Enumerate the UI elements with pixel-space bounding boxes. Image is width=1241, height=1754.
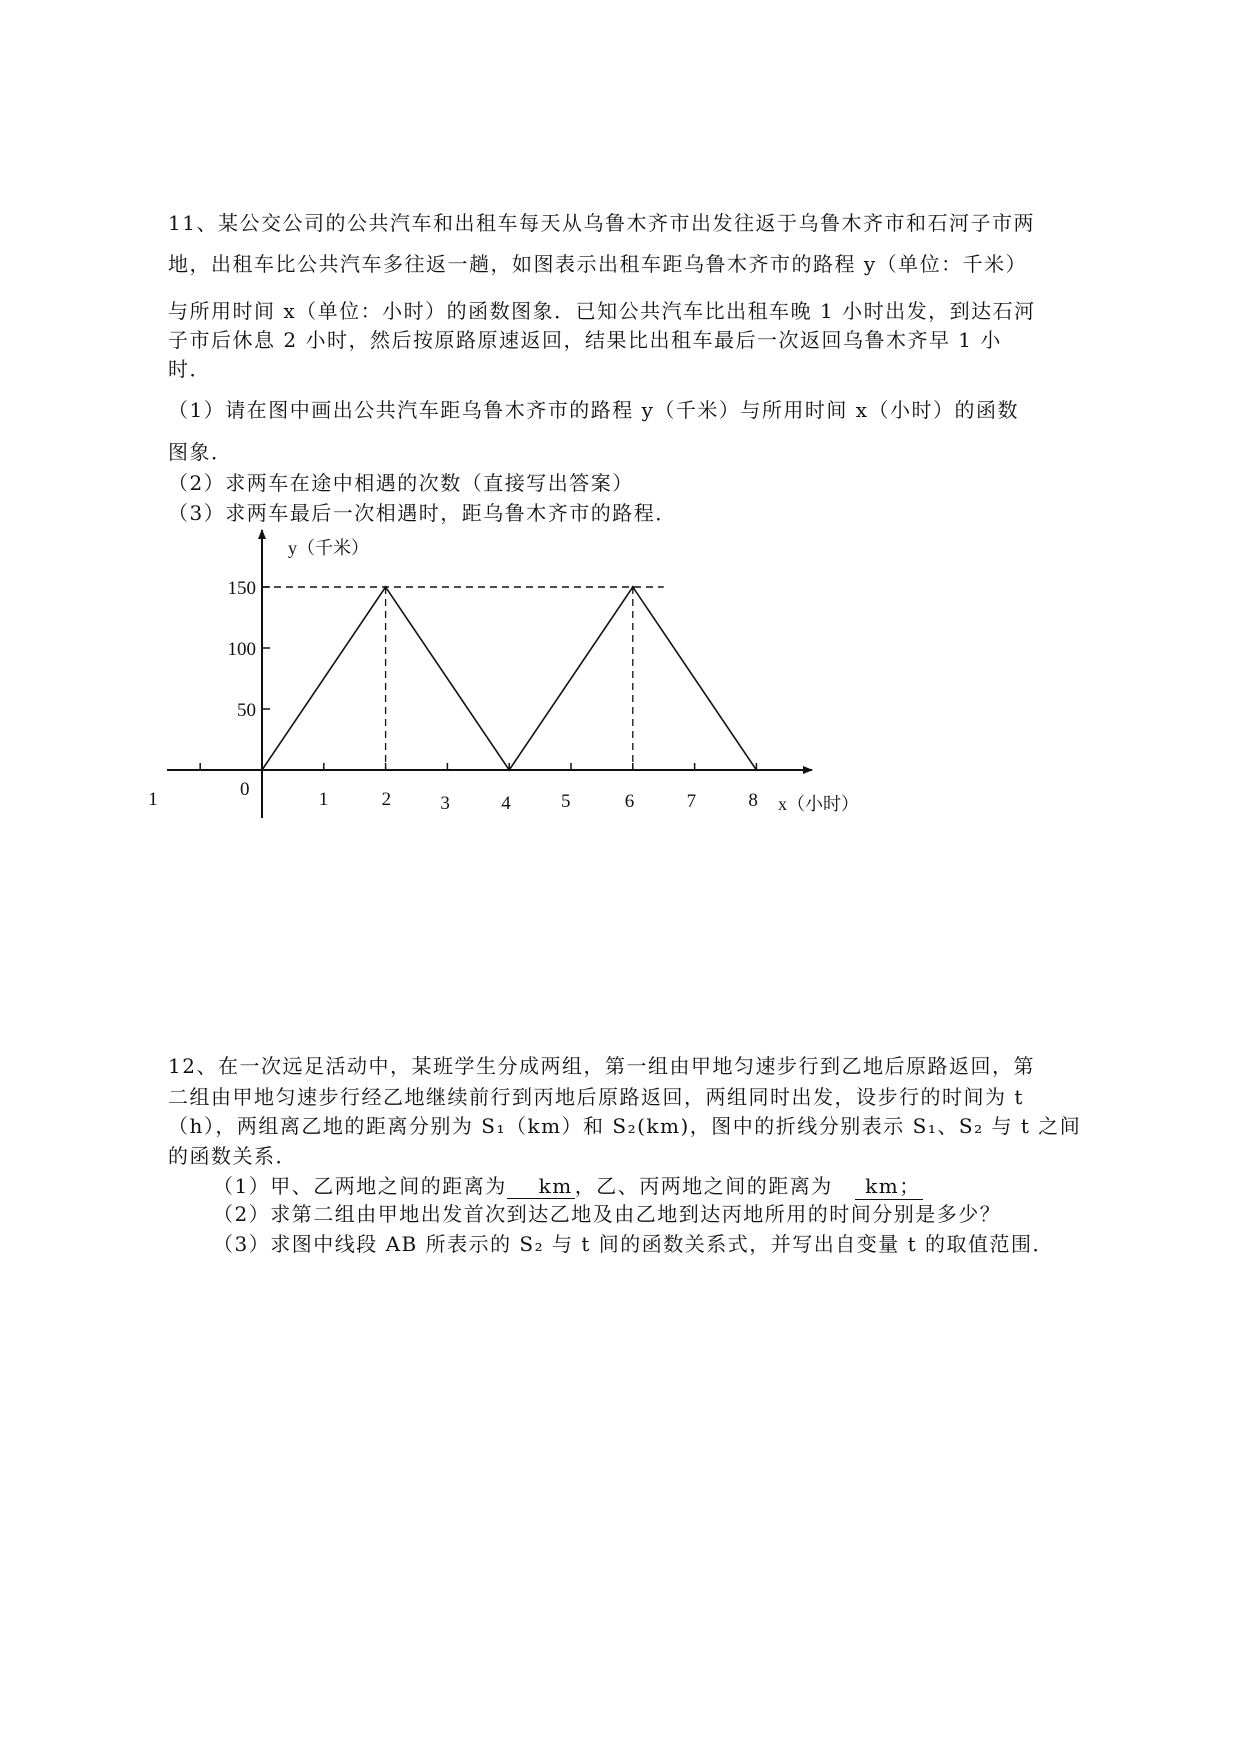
q12-sub-1-middle: ，乙、丙两地之间的距离为 — [574, 1174, 833, 1198]
q11-sub-3: （3）求两车最后一次相遇时，距乌鲁木齐市的路程． — [168, 501, 677, 525]
q12-line-2: 二组由甲地匀速步行经乙地继续前行到丙地后原路返回，两组同时出发，设步行的时间为 t — [168, 1085, 1024, 1109]
q11-line-5: 时． — [168, 357, 211, 381]
y-axis-label: y（千米） — [288, 538, 369, 558]
y-tick-label: 100 — [227, 639, 256, 660]
q11-sub-2: （2）求两车在途中相遇的次数（直接写出答案） — [168, 471, 634, 495]
q11-line-4: 子市后休息 2 小时，然后按原路原速返回，结果比出租车最后一次返回乌鲁木齐早 1 小 — [168, 328, 1002, 352]
q11-line-3: 与所用时间 x（单位：小时）的函数图象．已知公共汽车比出租车晚 1 小时出发，到达石河 — [168, 299, 1036, 323]
answer-blank-1[interactable]: km — [507, 1174, 575, 1199]
x-tick-label: 7 — [686, 791, 697, 812]
y-tick-label: 50 — [237, 700, 256, 721]
data-point — [755, 769, 757, 771]
q12-sub-2: （2）求第二组由甲地出发首次到达乙地及由乙地到达丙地所用的时间分别是多少？ — [213, 1202, 1002, 1226]
q12-sub-1 — [213, 1170, 923, 1200]
origin-label: 0 — [240, 779, 250, 800]
q11-line-2: 地，出租车比公共汽车多往返一趟，如图表示出租车距乌鲁木齐市的路程 y（单位：千米） — [168, 252, 1028, 276]
q12-line-4: 的函数关系． — [168, 1144, 297, 1168]
data-point — [632, 586, 634, 588]
x-tick-label: 3 — [440, 793, 450, 814]
answer-blank-2[interactable]: km； — [855, 1170, 923, 1200]
x-tick-label: 5 — [561, 791, 571, 812]
x-tick-label: 8 — [748, 790, 758, 811]
x-axis-label: x（小时） — [778, 794, 859, 814]
x-tick-label: 6 — [624, 791, 635, 812]
q12-sub-1-prefix: （1）甲、乙两地之间的距离为 — [213, 1174, 507, 1198]
q11-sub-1-line-1: （1）请在图中画出公共汽车距乌鲁木齐市的路程 y（千米）与所用时间 x（小时）的函数 — [168, 398, 1020, 422]
taxi-distance-line — [262, 587, 756, 770]
data-point — [261, 769, 263, 771]
x-tick-label: 4 — [501, 793, 511, 814]
q12-line-3: （h），两组离乙地的距离分别为 S₁（km）和 S₂(km)，图中的折线分别表示 S₁、S₂ 与 t 之间 — [168, 1114, 1082, 1138]
x-tick-label: 2 — [381, 789, 392, 810]
q12-sub-3: （3）求图中线段 AB 所表示的 S₂ 与 t 间的函数关系式，并写出自变量 t 的取值范围． — [213, 1232, 1055, 1256]
data-point — [384, 586, 386, 588]
x-tick-label: 1 — [318, 789, 329, 810]
q12-line-1: 12、在一次远足活动中，某班学生分成两组，第一组由甲地匀速步行到乙地后原路返回，第 — [168, 1054, 1035, 1078]
q11-sub-1-line-2: 图象． — [168, 440, 233, 464]
y-tick-label: 150 — [227, 578, 256, 599]
x-tick-label: 1 — [148, 789, 158, 810]
q11-line-1: 11、某公交公司的公共汽车和出租车每天从乌鲁木齐市出发往返于乌鲁木齐市和石河子市两 — [168, 211, 1035, 235]
data-point — [508, 769, 510, 771]
